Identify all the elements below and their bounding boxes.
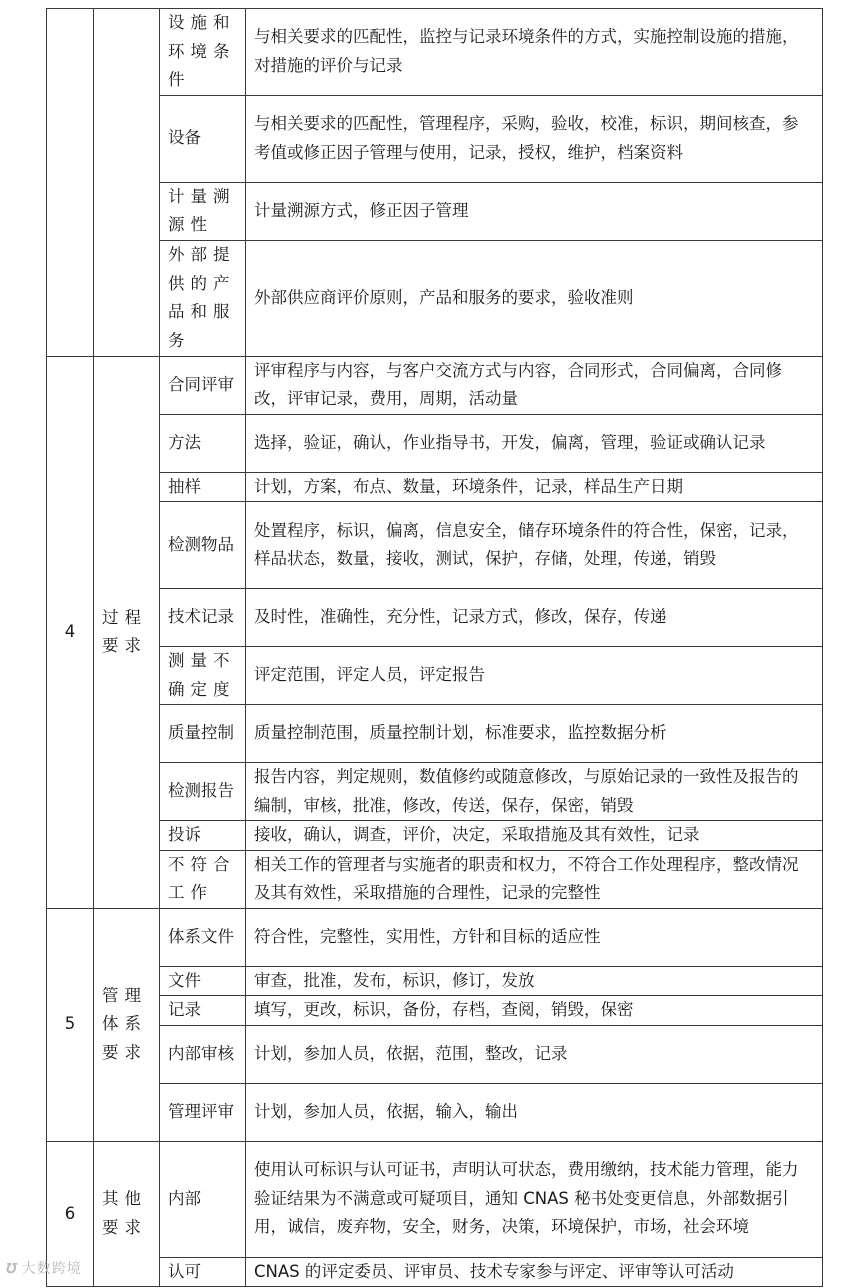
table-row	[47, 908, 823, 966]
description-cell: 质量控制范围，质量控制计划，标准要求，监控数据分析	[246, 705, 823, 763]
description-cell: 符合性，完整性，实用性，方针和目标的适应性	[246, 908, 823, 966]
item-cell: 计量溯源性	[160, 182, 246, 240]
watermark-text: 大数跨境	[21, 1261, 82, 1277]
description-cell: 报告内容，判定规则，数值修约或随意修改，与原始记录的一致性及报告的编制，审核，批准，修改，传送，保存，保密，销毁	[246, 763, 823, 821]
row-number-cell: 4	[47, 356, 94, 908]
table-row	[47, 850, 823, 908]
table-row	[47, 414, 823, 472]
item-cell: 文件	[160, 966, 246, 996]
description-cell: CNAS 的评定委员、评审员、技术专家参与评定、评审等认可活动	[246, 1257, 823, 1287]
item-cell: 合同评审	[160, 356, 246, 414]
table-row	[47, 1141, 823, 1257]
description-cell: 计量溯源方式，修正因子管理	[246, 182, 823, 240]
table-row	[47, 821, 823, 851]
description-cell: 评定范围，评定人员，评定报告	[246, 647, 823, 705]
watermark	[6, 1258, 82, 1278]
table-row	[47, 996, 823, 1026]
item-cell: 设备	[160, 95, 246, 182]
description-cell: 计划，参加人员，依据，范围，整改，记录	[246, 1025, 823, 1083]
description-cell: 计划，参加人员，依据，输入，输出	[246, 1083, 823, 1141]
category-cell: 过程要求	[94, 356, 160, 908]
item-cell: 方法	[160, 414, 246, 472]
table-row	[47, 182, 823, 240]
description-cell: 填写，更改，标识，备份，存档，查阅，销毁，保密	[246, 996, 823, 1026]
row-number-cell	[47, 9, 94, 357]
table-row	[47, 356, 823, 414]
item-cell: 内部审核	[160, 1025, 246, 1083]
item-cell: 认可	[160, 1257, 246, 1287]
table-row	[47, 472, 823, 502]
description-cell: 处置程序，标识，偏离，信息安全，储存环境条件的符合性，保密，记录，样品状态，数量，接收，测试，保护，存储，处理，传递，销毁	[246, 502, 823, 589]
item-cell: 管理评审	[160, 1083, 246, 1141]
item-cell: 设施和环境条件	[160, 9, 246, 96]
description-cell: 评审程序与内容，与客户交流方式与内容，合同形式，合同偏离，合同修改，评审记录，费用，周期，活动量	[246, 356, 823, 414]
table-row	[47, 705, 823, 763]
description-cell: 接收，确认，调查，评价，决定，采取措施及其有效性，记录	[246, 821, 823, 851]
table-row	[47, 240, 823, 356]
item-cell: 投诉	[160, 821, 246, 851]
category-cell: 管理体系要求	[94, 908, 160, 1141]
table-row	[47, 589, 823, 647]
description-cell: 与相关要求的匹配性，管理程序，采购，验收，校准，标识，期间核查，参考值或修正因子管理与使用，记录，授权，维护，档案资料	[246, 95, 823, 182]
table-row	[47, 1257, 823, 1287]
table-row	[47, 1025, 823, 1083]
description-cell: 相关工作的管理者与实施者的职责和权力，不符合工作处理程序，整改情况及其有效性，采取措施的合理性，记录的完整性	[246, 850, 823, 908]
item-cell: 检测物品	[160, 502, 246, 589]
row-number-cell: 5	[47, 908, 94, 1141]
row-number-cell: 6	[47, 1141, 94, 1287]
description-cell: 与相关要求的匹配性，监控与记录环境条件的方式，实施控制设施的措施，对措施的评价与记录	[246, 9, 823, 96]
item-cell: 技术记录	[160, 589, 246, 647]
requirements-table	[46, 8, 823, 1287]
description-cell: 审查，批准，发布，标识，修订，发放	[246, 966, 823, 996]
item-cell: 检测报告	[160, 763, 246, 821]
item-cell: 外部提供的产品和服务	[160, 240, 246, 356]
table-row	[47, 95, 823, 182]
table-row	[47, 647, 823, 705]
brand-logo-icon: ℧	[6, 1261, 18, 1277]
item-cell: 内部	[160, 1141, 246, 1257]
description-cell: 使用认可标识与认可证书，声明认可状态，费用缴纳，技术能力管理，能力验证结果为不满意或可疑项目，通知 CNAS 秘书处变更信息，外部数据引用，诚信，废弃物，安全，财务，决策，环境保护，市场，社会环境	[246, 1141, 823, 1257]
description-cell: 及时性，准确性，充分性，记录方式，修改，保存，传递	[246, 589, 823, 647]
description-cell: 选择，验证，确认，作业指导书，开发，偏离，管理，验证或确认记录	[246, 414, 823, 472]
table-row	[47, 502, 823, 589]
item-cell: 抽样	[160, 472, 246, 502]
table-row	[47, 966, 823, 996]
table-row	[47, 9, 823, 96]
item-cell: 测量不确定度	[160, 647, 246, 705]
description-cell: 外部供应商评价原则，产品和服务的要求，验收准则	[246, 240, 823, 356]
item-cell: 体系文件	[160, 908, 246, 966]
category-cell: 其他要求	[94, 1141, 160, 1287]
table-row	[47, 763, 823, 821]
description-cell: 计划，方案，布点、数量，环境条件，记录，样品生产日期	[246, 472, 823, 502]
item-cell: 记录	[160, 996, 246, 1026]
item-cell: 质量控制	[160, 705, 246, 763]
item-cell: 不符合工作	[160, 850, 246, 908]
table-row	[47, 1083, 823, 1141]
category-cell	[94, 9, 160, 357]
